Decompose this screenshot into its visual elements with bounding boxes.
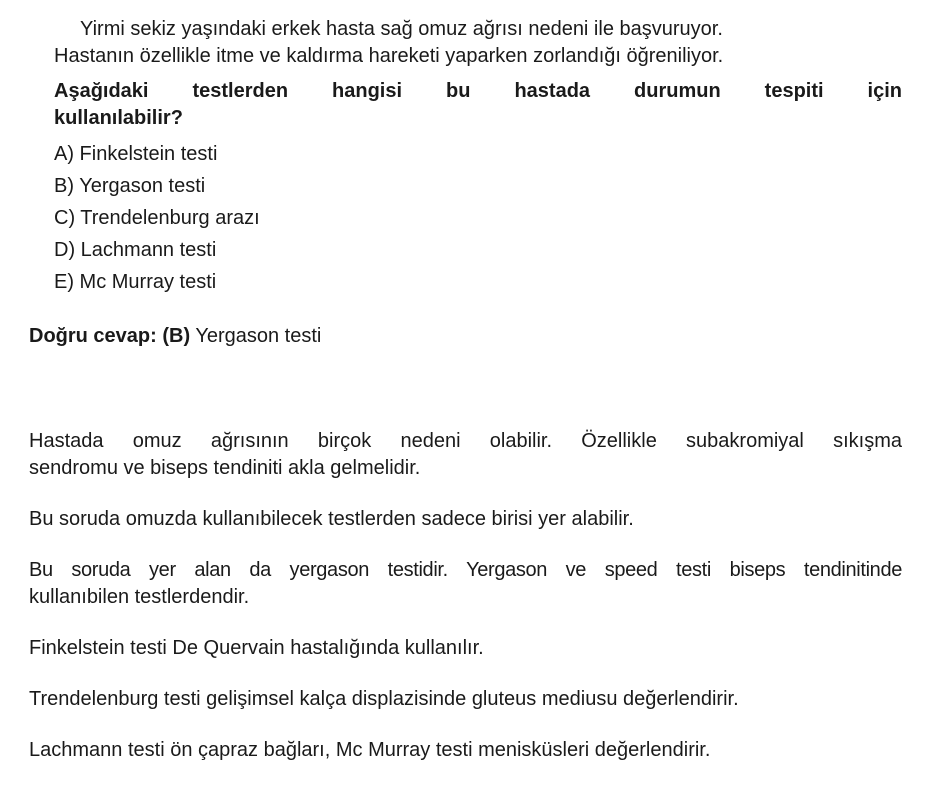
explanation-paragraph-4: Finkelstein testi De Quervain hastalığında kullanılır. <box>29 637 484 659</box>
explanation-paragraph-5: Trendelenburg testi gelişimsel kalça displazisinde gluteus mediusu değerlendirir. <box>29 688 739 710</box>
question-block <box>54 16 902 298</box>
p3-line-1: Bu soruda yer alan da yergason testidir. Yergason ve speed testi biseps tendinitinde <box>29 559 902 581</box>
option-d: D) Lachmann testi <box>54 239 217 261</box>
prompt-line-1: Aşağıdaki testlerden hangisi bu hastada durumun tespiti için <box>54 80 902 102</box>
correct-answer <box>29 323 321 350</box>
p3-line-2: kullanıbilen testlerdendir. <box>29 586 250 608</box>
explanation-paragraph-2: Bu soruda omuzda kullanıbilecek testlerden sadece birisi yer alabilir. <box>29 508 634 530</box>
stem-line-1: Yirmi sekiz yaşındaki erkek hasta sağ omuz ağrısı nedeni ile başvuruyor. <box>80 18 723 40</box>
question-stem <box>54 16 902 70</box>
stem-line-2: Hastanın özellikle itme ve kaldırma hareketi yaparken zorlandığı öğreniliyor. <box>54 45 724 67</box>
explanation-block <box>29 428 902 764</box>
option-e: E) Mc Murray testi <box>54 271 217 293</box>
option-a: A) Finkelstein testi <box>54 143 218 165</box>
question-prompt <box>54 78 902 132</box>
explanation-paragraph-1 <box>29 428 902 482</box>
option-c: C) Trendelenburg arazı <box>54 207 260 229</box>
prompt-line-2: kullanılabilir? <box>54 107 183 129</box>
option-b: B) Yergason testi <box>54 175 206 197</box>
explanation-paragraph-3 <box>29 557 902 611</box>
p1-line-1: Hastada omuz ağrısının birçok nedeni olabilir. Özellikle subakromiyal sıkışma <box>29 430 902 452</box>
correct-answer-label: Doğru cevap: (B) <box>29 325 191 347</box>
correct-answer-text: Yergason testi <box>195 325 322 347</box>
explanation-paragraph-6: Lachmann testi ön çapraz bağları, Mc Murray testi menisküsleri değerlendirir. <box>29 739 711 761</box>
p1-line-2: sendromu ve biseps tendiniti akla gelmelidir. <box>29 457 421 479</box>
answer-options <box>54 138 902 298</box>
